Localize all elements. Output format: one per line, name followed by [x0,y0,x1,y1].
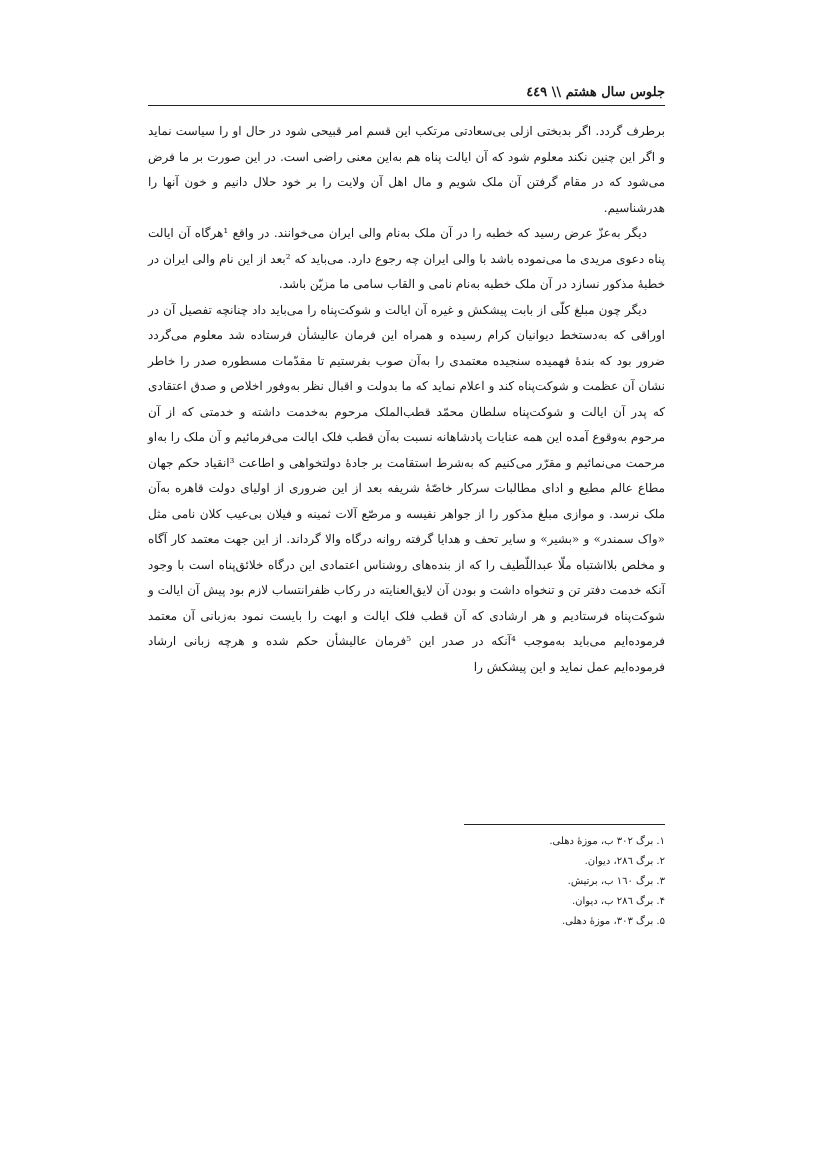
running-title: جلوس سال هشتم \\ ٤٤٩ [526,84,665,100]
paragraph: دیگر چون مبلغ کلّی از بابت پیشکش و غیره آن ایالت و شوکت‌پناه را می‌باید داد چنانچه تفصیل آن در اوراقی که به‌دستخط دیوانیان کرام رسیده و همراه این فرمان عالیشأن فرستاده شد معلوم می‌گردد ضرور بود که بندهٔ فهمیده سنجیده معتمدی را به‌آن صوب بفرستیم تا مقدّمات مسطوره صدر را خاطر نشان آن عظمت و شوکت‌پناه کند و اعلام نماید که ما بدولت و اقبال نظر به‌وفور اخلاص و صدق اعتقادی که پدر آن ایالت و شوکت‌پناه سلطان محمّد قطب‌الملک مرحوم به‌خدمت داشته و خدمتی که از آن مرحوم به‌وقوع آمده این همه عنایات پادشاهانه نسبت به‌آن قطب فلک ایالت می‌فرمائیم و آن ملک را به‌او مرحمت می‌نمائیم و مقرّر می‌کنیم که به‌شرط استقامت بر جادهٔ دولتخواهی و اطاعت ³انقیاد حکم جهان مطاع عالم مطیع و ادای مطالبات سرکار خاصّهٔ شریفه بعد از این ضروری از اولیای دولت قاهره به‌آن ملک نرسد. و موازی مبلغ مذکور را از جواهر نفیسه و مرصّع آلات ثمینه و فیلان بی‌عیب کلان نامی مثل «واک سمندر» و «بشیر» و سایر تحف و هدایا گرفته روانه درگاه والا گرداند. از این جهت معتمد کار آگاه و مخلص بلااشتباه ملّا عبداللّطیف را که از بنده‌های روشناس اعتمادی این درگاه خلائق‌پناه است با وجود آنکه خدمت دفتر تن و تنخواه داشت و بودن آن لایق‌العنایته در رکاب ظفرانتساب لازم بود پیش آن ایالت و شوکت‌پناه فرستادیم و هر ارشادی که آن قطب فلک ایالت و ابهت را بایست نمود به‌زبانی آن معتمد فرموده‌ایم می‌باید به‌موجب ⁴آنکه در صدر این ⁵فرمان عالیشأن حکم شده و هرچه زبانی ارشاد فرموده‌ایم عمل نماید و این پیشکش را [148,302,665,674]
footnote: ۴. برگ ۲۸٦ ب، دیوان. [572,896,665,907]
paragraph: دیگر به‌عزّ عرض رسید که خطبه را در آن ملک به‌نام والی ایران می‌خوانند. در واقع ¹هرگاه آن ایالت پناه دعوی مریدی ما می‌نموده باشد با والی ایران چه رجوع دارد. می‌باید که ²بعد از این نام والی ایران در خطبهٔ مذکور نسازد در آن ملک خطبه به‌نام نامی و القاب سامی ما مزیّن باشد. [148,226,665,291]
paragraph: برطرف گردد. اگر بدبختی ازلی بی‌سعادتی مرتکب این قسم امر قبیحی شود در حال او را سیاست نماید و اگر این چنین نکند معلوم شود که آن ایالت پناه هم به‌این معنی راضی است. در این صورت بر ما فرض می‌شود که در مقام گرفتن آن ملک شویم و مال اهل آن ولایت را بر خود حلال دانیم و خون آنها را هدرشناسیم. [148,124,665,215]
footnote-rule [464,824,665,825]
footnotes [148,832,665,932]
footnote: ۵. برگ ۳۰۳، موزهٔ دهلی. [561,916,665,927]
header-rule [148,105,665,106]
running-header [148,82,665,102]
footnote: ۱. برگ ۳۰۲ ب، موزهٔ دهلی. [549,836,665,847]
footnote: ۳. برگ ١٦٠ ب، برتیش. [567,876,665,887]
footnote: ۲. برگ ۲۸٦، دیوان. [584,856,665,867]
main-text [148,119,665,680]
